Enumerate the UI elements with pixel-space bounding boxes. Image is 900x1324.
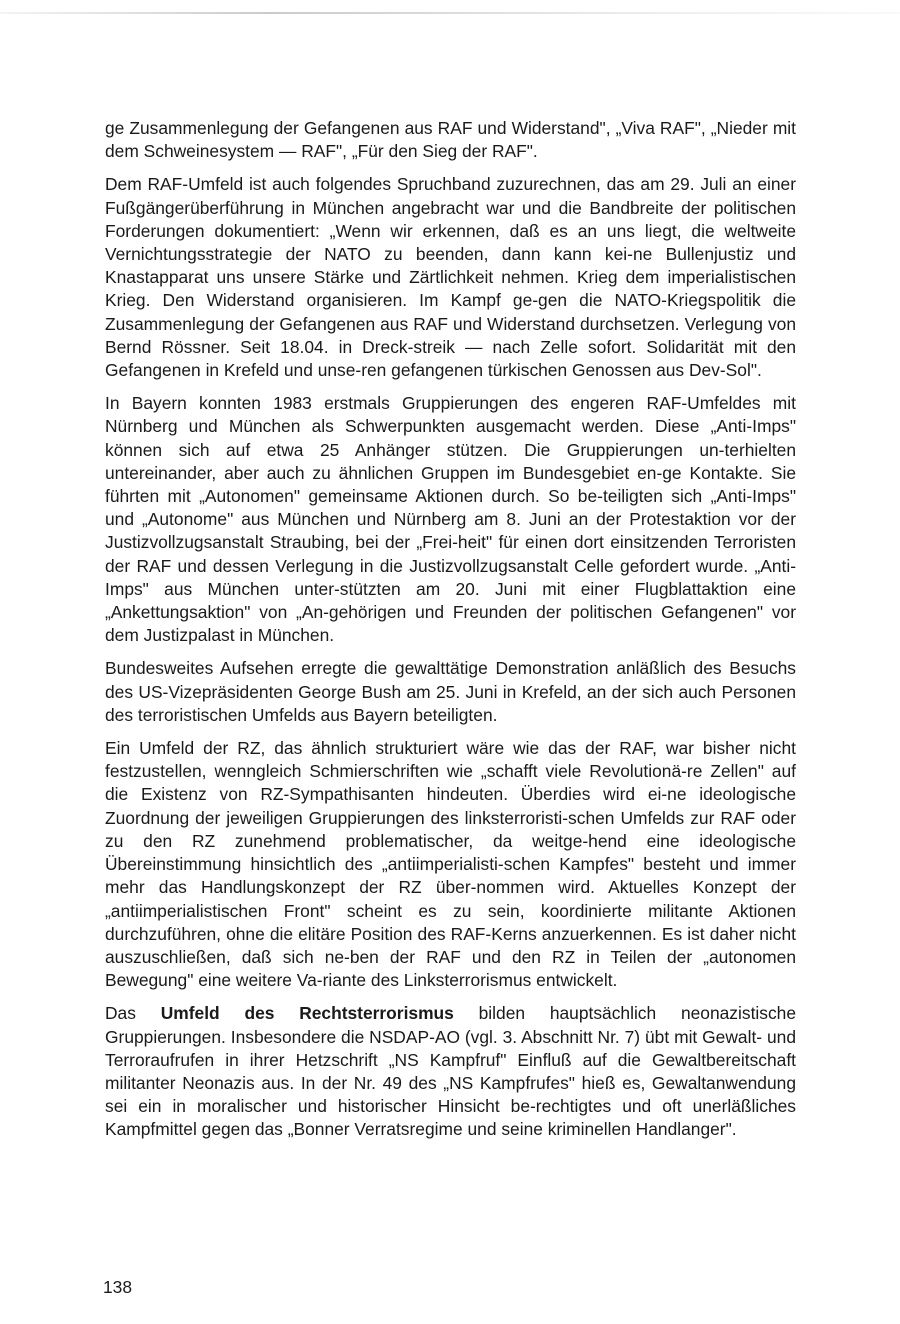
paragraph-1: ge Zusammenlegung der Gefangenen aus RAF und Widerstand", „Viva RAF", „Nieder mit dem Schweinesystem — RAF", „Für den Sieg der RAF". [105, 118, 796, 162]
page-number: 138 [103, 1277, 133, 1297]
page-body [105, 117, 796, 1152]
paragraph-3: In Bayern konnten 1983 erstmals Gruppierungen des engeren RAF-Umfeldes mit Nürnberg und München als Schwerpunkten ausgemacht werden. Diese „Anti-Imps" können sich auf etwa 25 Anhänger stützen. Die Gruppierungen un-terhielten untereinander, aber auch zu ähnlichen Gruppen im Bundesgebiet en-ge Kontakte. Sie führten mit „Autonomen" gemeinsame Aktionen durch. So be-teiligten sich „Anti-Imps" und „Autonome" aus München und Nürnberg am 8. Juni an der Protestaktion vor der Justizvollzugsanstalt Straubing, bei der „Frei-heit" für einen dort einsitzenden Terroristen der RAF und dessen Verlegung in die Justizvollzugsanstalt Celle gefordert wurde. „Anti-Imps" aus München unter-stützten am 20. Juni mit einer Flugblattaktion eine „Ankettungsaktion" von „An-gehörigen und Freunden der politischen Gefangenen" vor dem Justizpalast in München. [105, 393, 796, 646]
paragraph-5: Ein Umfeld der RZ, das ähnlich strukturiert wäre wie das der RAF, war bisher nicht festzustellen, wenngleich Schmierschriften wie „schafft viele Revolutionä-re Zellen" auf die Existenz von RZ-Sympathisanten hindeuten. Überdies wird ei-ne ideologische Zuordnung der jeweiligen Gruppierungen des linksterroristi-schen Umfelds zur RAF oder zu den RZ zunehmend problematischer, da weitge-hend eine ideologische Übereinstimmung hinsichtlich des „antiimperialisti-schen Kampfes" besteht und immer mehr das Handlungskonzept der RZ über-nommen wird. Aktuelles Konzept der „antiimperialistischen Front" scheint es zu sein, koordinierte militante Aktionen durchzuführen, ohne die elitäre Position des RAF-Kerns anzuerkennen. Es ist daher nicht auszuschließen, daß sich ne-ben der RAF und den RZ in Teilen der „autonomen Bewegung" eine weitere Va-riante des Linksterrorismus entwickelt. [105, 738, 796, 991]
paragraph-2: Dem RAF-Umfeld ist auch folgendes Spruchband zuzurechnen, das am 29. Juli an einer Fußgängerüberführung in München angebracht war und die Bandbreite der politischen Forderungen dokumentiert: „Wenn wir erkennen, daß es an uns liegt, die weltweite Vernichtungsstrategie der NATO zu beenden, dann kann kei-ne Bullenjustiz und Knastapparat uns unsere Stärke und Zärtlichkeit nehmen. Krieg dem imperialistischen Krieg. Den Widerstand organisieren. Im Kampf ge-gen die NATO-Kriegspolitik die Zusammenlegung der Gefangenen aus RAF und Widerstand durchsetzen. Verlegung von Bernd Rössner. Seit 18.04. in Dreck-streik — nach Zelle sofort. Solidarität mit den Gefangenen in Krefeld und unse-ren gefangenen türkischen Genossen aus Dev-Sol". [105, 174, 796, 381]
paragraph-6 [105, 1002, 796, 1141]
paragraph-6-rest: bilden hauptsächlich neonazistische Gruppierungen. Insbesondere die NSDAP-AO (vgl. 3. Abschnitt Nr. 7) übt mit Gewalt- und Terroraufrufen in ihrer Hetzschrift „NS Kampfruf" Einfluß auf die Gewaltbereitschaft militanter Neonazis aus. In der Nr. 49 des „NS Kampfrufes" hieß es, Gewaltanwendung sei ein in moralischer und historischer Hinsicht be-rechtigtes und oft unerläßliches Kampfmittel gegen das „Bonner Verratsregime und seine kriminellen Handlanger". [105, 1003, 796, 1140]
scan-edge-rule [0, 12, 900, 14]
paragraph-4: Bundesweites Aufsehen erregte die gewalttätige Demonstration anläßlich des Besuchs des US-Vizepräsidenten George Bush am 25. Juni in Krefeld, an der sich auch Personen des terroristischen Umfelds aus Bayern beteiligten. [105, 658, 796, 725]
section-keyword-bold: Umfeld des Rechtsterrorismus [160, 1003, 454, 1024]
paragraph-6-lead: Das [105, 1003, 161, 1024]
